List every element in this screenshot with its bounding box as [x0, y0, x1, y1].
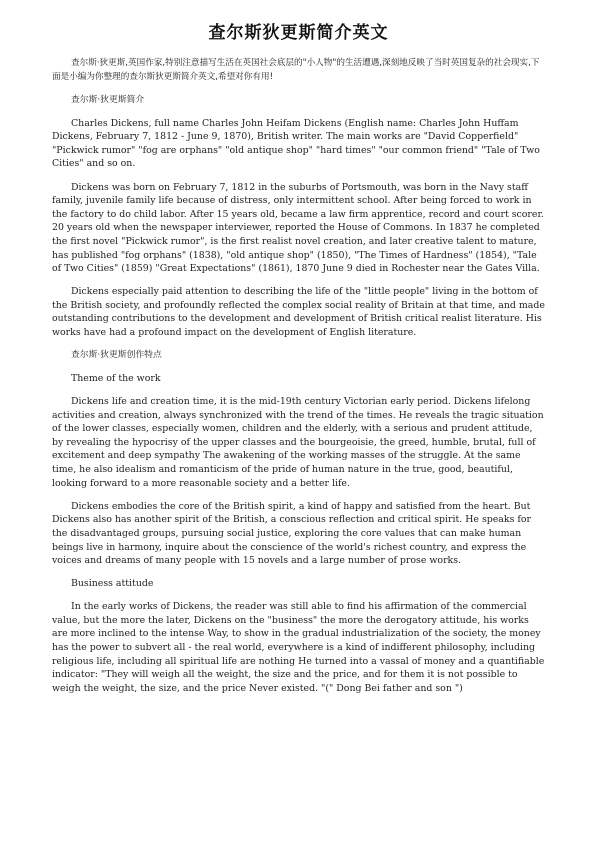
subheading-theme: Theme of the work [71, 373, 161, 385]
page-title: 查尔斯狄更斯简介英文 [208, 23, 389, 43]
section-heading-intro: 查尔斯·狄更斯简介 [71, 94, 145, 105]
body-paragraph-5: Dickens embodies the core of the British spirit, a kind of happy and satisfied from the heart. But Dickens also has another spirit of the British, a conscious reflection and critical spirit. He speaks for the disadvantaged groups, pursuing social justice, exploring the core values that can make human beings live in harmony, inquire about the conscience of the world's richest country, and express the voices and dreams of many people with 15 novels and a large number of prose works. [52, 500, 531, 567]
body-paragraph-6: In the early works of Dickens, the reader was still able to find his affirmation of the commercial value, but the more the later, Dickens on the "business" the more the derogatory attitude, his works are more inclined to the intense Way, to show in the gradual industrialization of the society, the money has the power to subvert all - the real world, everywhere is a kind of indifferent philosophy, including religious life, including all spiritual life are nothing He turned into a vassal of money and a quantifiable indicator: "They will weigh all the weight, the size and the price, and for them it is not possible to weigh the weight, the size, and the price Never existed. "(" Dong Bei father and son ") [52, 601, 545, 694]
intro-paragraph: 查尔斯·狄更斯,英国作家,特别注意描写生活在英国社会底层的"小人物"的生活遭遇,深刻地反映了当时英国复杂的社会现实,下面是小编为你整理的查尔斯狄更斯简介英文,希望对你有用! [52, 58, 540, 82]
body-paragraph-4: Dickens life and creation time, it is the mid-19th century Victorian early period. Dickens lifelong activities and creation, always synchronized with the trend of the times. He reveals the tragic situation of the lower classes, especially women, children and the elderly, with a serious and prudent attitude, by revealing the hypocrisy of the upper classes and the bourgeoisie, the greed, humble, brutal, full of excitement and deep sympathy The awakening of the working masses of the struggle. At the same time, he also idealism and romanticism of the pride of human nature in the true, good, beautiful, looking forward to a more reasonable society and a better life. [52, 396, 544, 489]
subheading-business: Business attitude [71, 578, 154, 590]
body-paragraph-2: Dickens was born on February 7, 1812 in the suburbs of Portsmouth, was born in the Navy staff family, juvenile family life because of distress, only intermittent school. After being forced to work in the factory to do child labor. After 15 years old, became a law firm apprentice, record and court scorer. 20 years old when the newspaper interviewer, reported the House of Commons. In 1837 he completed the first novel "Pickwick rumor", is the first realist novel creation, and later creative talent to mature, has published "fog orphans" (1838), "old antique shop" (1850), "The Times of Hardness" (1854), "Tale of Two Cities" (1859) "Great Expectations" (1861), 1870 June 9 died in Rochester near the Gates Villa. [52, 181, 544, 275]
body-paragraph-3: Dickens especially paid attention to describing the life of the "little people" living in the bottom of the British society, and profoundly reflected the complex social reality of Britain at that time, and made outstanding contributions to the development and development of British critical realist literature. His works have had a profound impact on the development of English literature. [52, 286, 545, 338]
body-paragraph-1: Charles Dickens, full name Charles John Heifam Dickens (English name: Charles John Huffam Dickens, February 7, 1812 - June 9, 1870), British writer. The main works are "David Copperfield" "Pickwick rumor" "fog are orphans" "old antique shop" "hard times" "our common friend" "Tale of Two Cities" and so on. [52, 117, 540, 170]
section-heading-features: 查尔斯·狄更斯创作特点 [71, 350, 162, 361]
